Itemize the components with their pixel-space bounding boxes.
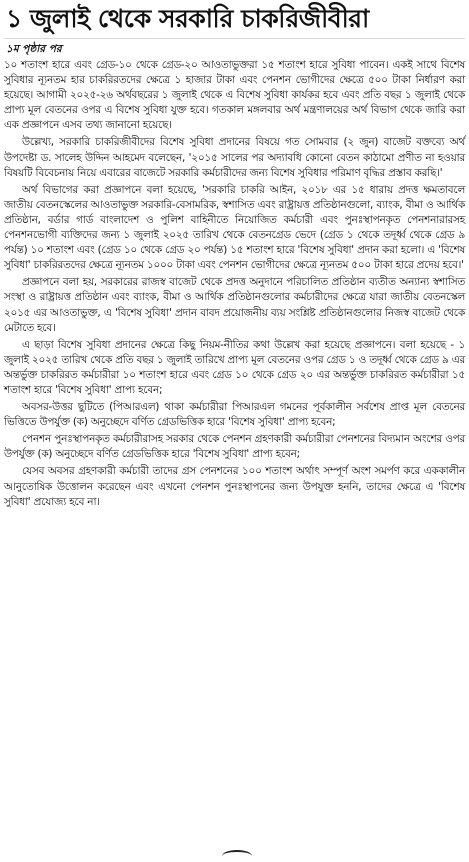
article-paragraph-6: অবসর-উত্তর ছুটিতে (পিআরএল) থাকা কর্মচারীরা পিআরএল গমনের পূর্বকালীন সর্বশেষ প্রাপ্ত মূল বেতনের ভিত্তিতে উপর্যুক্ত (ক) অনুচ্ছেদে বর্ণিত গ্রেডভিত্তিক হারে 'বিশেষ সুবিধা' প্রাপ্য হবেন;: [4, 401, 465, 429]
article-paragraph-4: প্রজ্ঞাপনে বলা হয়, সরকারের রাজস্ব বাজেট থেকে প্রদত্ত অনুদানে পরিচালিত প্রতিষ্ঠান ব্যতীত অন্যান্য স্বশাসিত সংস্থা ও রাষ্ট্রায়ত্ত প্রতিষ্ঠান এবং ব্যাংক, বীমা ও আর্থিক প্রতিষ্ঠানগুলোর কর্মচারীদের ক্ষেত্রে যারা জাতীয় বেতনস্কেল ২০১৫ এর আওতাভুক্ত, এ 'বিশেষ সুবিধা' প্রদান বাবদ প্রয়োজনীয় ব্যয় সংশ্লিষ্ট প্রতিষ্ঠানগুলোর নিজস্ব বাজেট থেকে মেটাতে হবে।: [4, 276, 465, 334]
news-clipping: [0, 2, 469, 860]
article-body: [4, 58, 465, 510]
page-bottom-ornament: [222, 850, 252, 862]
article-paragraph-2: উল্লেখ্য, সরকারি চাকরিজীবীদের বিশেষ সুবিধা প্রদানের বিষয়ে গত সোমবার (২ জুন) বাজেট বক্তব্যে অর্থ উপদেষ্টা ড. সালেহ উদ্দিন আহমেদ বলেছেন, '২০১৫ সালের পর অদ্যাবধি কোনো বেতন কাঠামো প্রণীত না হওয়ার বিষয়টি বিবেচনায় নিয়ে এবারের বাজেটে সরকারি কর্মচারীদের জন্য বিশেষ সুবিধার পরিমাণ বৃদ্ধির প্রস্তাব করছি।': [4, 136, 465, 179]
article-paragraph-1: ১০ শতাংশ হারে এবং গ্রেড-১০ থেকে গ্রেড-২০ আওতাভুক্তরা ১৫ শতাংশ হারে সুবিধা পাবেন। একই সাথে বিশেষ সুবিধার ন্যূনতম হার চাকরিরতদের ক্ষেত্রে ১ হাজার টাকা এবং পেনশন ভোগীদের ক্ষেত্রে ৫০০ টাকা নির্ধারণ করা হয়েছে। আগামী ২০২৫-২৬ অর্থবছরের ১ জুলাই থেকে এ বিশেষ সুবিধা কার্যকর হবে এবং প্রতি বছর ১ জুলাই থেকে প্রাপ্য মূল বেতনের ওপর এ বিশেষ সুবিধা যুক্ত হবে। গতকাল মঙ্গলবার অর্থ মন্ত্রণালয়ের অর্থ বিভাগ থেকে জারি করা এক প্রজ্ঞাপনে এসব তথ্য জানানো হয়েছে।: [4, 59, 465, 132]
article-paragraph-3: অর্থ বিভাগের করা প্রজ্ঞাপনে বলা হয়েছে, 'সরকারি চাকরি আইন, ২০১৮ এর ১৫ ধারায় প্রদত্ত ক্ষমতাবলে জাতীয় বেতনস্কেলের আওতাভুক্ত সরকারি-বেসামরিক, স্বশাসিত এবং রাষ্ট্রায়ত্ত প্রতিষ্ঠানগুলো, ব্যাংক, বীমা ও আর্থিক প্রতিষ্ঠান, বর্ডার গার্ড বাংলাদেশ ও পুলিশ বাহিনীতে নিয়োজিত কর্মচারী এবং পুনঃস্থাপনকৃত পেনশনারারসহ পেনশনভোগী ব্যক্তিদের জন্য ১ জুলাই ২০২৫ তারিখ থেকে বেতনগ্রেড ভেদে (গ্রেড ১ থেকে তদূর্ধ্ব থেকে গ্রেড ৯ পর্যন্ত) ১০ শতাংশ এবং (গ্রেড ১০ থেকে গ্রেড ২০ পর্যন্ত) ১৫ শতাংশ হারে 'বিশেষ সুবিধা' প্রদান করা হলো। এ 'বিশেষ সুবিধা' চাকরিরতদের ক্ষেত্রে ন্যূনতম ১০০০ টাকা এবং পেনশন ভোগীদের ক্ষেত্রে ন্যূনতম ৫০০ টাকা হারে প্রদেয় হবে।': [4, 183, 465, 272]
headline: ১ জুলাই থেকে সরকারি চাকরিজীবীরা: [6, 4, 369, 33]
article-paragraph-8: যেসব অবসর গ্রহণকারী কর্মচারী তাদের গ্রস পেনশনের ১০০ শতাংশ অর্থাৎ সম্পূর্ণ অংশ সমর্পণ করে এককালীন আনুতোষিক উত্তোলন করেছেন এবং এখনো পেনশন পুনঃস্থাপনের জন্য উপযুক্ত হননি, তাদের ক্ষেত্রে এ 'বিশেষ সুবিধা' প্রযোজ্য হবে না।: [4, 465, 465, 508]
continued-from-label: ১ম পৃষ্ঠার পর: [6, 43, 62, 55]
article-paragraph-5: এ ছাড়া বিশেষ সুবিধা প্রদানের ক্ষেত্রে কিছু নিয়ম-নীতির কথা উল্লেখ করা হয়েছে প্রজ্ঞাপনে। বলা হয়েছে - ১ জুলাই ২০২৫ তারিখ থেকে প্রতি বছর ১ জুলাই তারিখে প্রাপ্য মূল বেতনের ওপর গ্রেড ১ ও তদূর্ধ্ব থেকে গ্রেড ৯ এর অন্তর্ভুক্ত চাকরিরত কর্মচারীরা ১০ শতাংশ হারে এবং গ্রেড ১০ থেকে গ্রেড ২০ এর অন্তর্ভুক্ত চাকরিরত কর্মচারীরা ১৫ শতাংশ হারে 'বিশেষ সুবিধা' প্রাপ্য হবেন;: [4, 338, 465, 396]
headline-divider: [4, 38, 465, 39]
article-paragraph-7: পেনশন পুনঃস্থাপনকৃত কর্মচারীরাসহ সরকার থেকে পেনশন গ্রহণকারী কর্মচারীরা পেনশনের বিদ্যমান অংশের ওপর উপর্যুক্ত (ক) অনুচ্ছেদে বর্ণিত গ্রেডভিত্তিক হারে 'বিশেষ সুবিধা' প্রাপ্য হবেন;: [4, 433, 465, 461]
